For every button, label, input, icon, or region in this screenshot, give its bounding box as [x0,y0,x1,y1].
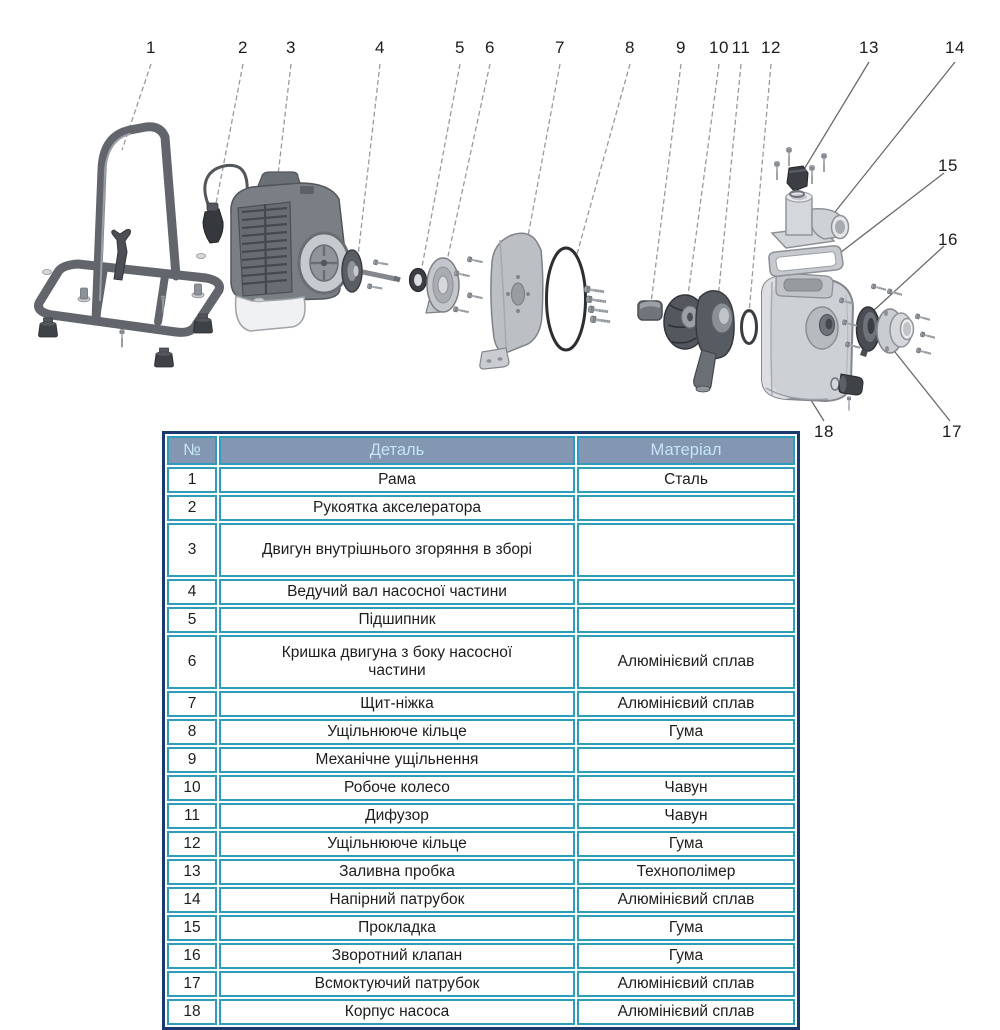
part-drive-shaft [342,250,400,292]
table-row [167,971,795,997]
callout-12: 12 [761,38,781,57]
cell-num: 2 [167,495,217,521]
header-material: Матеріал [577,436,795,465]
cell-part: Ведучий вал насосної частини [219,579,575,605]
cell-num: 14 [167,887,217,913]
part-bearing [410,269,427,292]
part-pump-body [762,273,863,411]
cell-num: 11 [167,803,217,829]
cell-material [577,607,795,633]
cell-part [219,635,575,689]
callout-11: 11 [731,38,751,57]
part-gasket [769,246,843,276]
part-shield-leg [480,233,543,369]
table-row [167,747,795,773]
cell-num: 5 [167,607,217,633]
cell-num: 3 [167,523,217,577]
part-check-valve [857,307,880,357]
part-diffuser [694,291,734,392]
cell-part: Всмоктуючий патрубок [219,971,575,997]
table-row [167,831,795,857]
table-row [167,579,795,605]
callout-16: 16 [938,230,958,249]
cell-material: Алюмінієвий сплав [577,691,795,717]
callout-1: 1 [146,38,156,57]
cell-part: Дифузор [219,803,575,829]
table-row [167,859,795,885]
cell-num: 13 [167,859,217,885]
part-motor-cover [426,256,483,314]
table-row [167,887,795,913]
cell-num: 6 [167,635,217,689]
table-row [167,467,795,493]
cell-num: 8 [167,719,217,745]
cell-material: Технополімер [577,859,795,885]
callout-7: 7 [555,38,565,57]
part-engine [231,172,349,331]
cell-material [577,747,795,773]
header-part: Деталь [219,436,575,465]
cell-material: Алюмінієвий сплав [577,635,795,689]
cell-material: Сталь [577,467,795,493]
table-row [167,635,795,689]
cell-part: Заливна пробка [219,859,575,885]
cell-num: 10 [167,775,217,801]
part-discharge-port [772,192,849,248]
cell-material: Гума [577,943,795,969]
callout-8: 8 [625,38,635,57]
callout-13: 13 [859,38,879,57]
cell-part: Робоче колесо [219,775,575,801]
callout-5: 5 [455,38,465,57]
cell-part: Напірний патрубок [219,887,575,913]
cell-material: Алюмінієвий сплав [577,971,795,997]
exploded-diagram [0,0,1000,430]
cell-material: Гума [577,719,795,745]
part-o-ring-small [742,311,757,344]
cell-part: Щит-ніжка [219,691,575,717]
cell-part: Рукоятка акселератора [219,495,575,521]
table-row [167,719,795,745]
callout-2: 2 [238,38,248,57]
callout-10: 10 [709,38,729,57]
part-fill-plug [775,147,827,197]
cell-material: Чавун [577,803,795,829]
cell-part-text: Кришка двигуна з боку насосної частини [281,643,513,679]
cell-material: Алюмінієвий сплав [577,887,795,913]
cell-part: Прокладка [219,915,575,941]
callout-17: 17 [942,422,962,441]
table-row [167,691,795,717]
cell-num: 12 [167,831,217,857]
cell-part: Рама [219,467,575,493]
table-row [167,803,795,829]
table-row [167,495,795,521]
callout-6: 6 [485,38,495,57]
cell-material: Алюмінієвий сплав [577,999,795,1025]
part-frame [39,127,220,367]
table-row [167,943,795,969]
table-row [167,915,795,941]
cell-part: Двигун внутрішнього згоряння в зборі [219,523,575,577]
callout-3: 3 [286,38,296,57]
cell-material: Гума [577,831,795,857]
cell-num: 1 [167,467,217,493]
table-row [167,523,795,577]
table-header-row [167,436,795,465]
cell-material [577,523,795,577]
callout-4: 4 [375,38,385,57]
cell-part: Ущільнююче кільце [219,831,575,857]
cell-material [577,579,795,605]
cell-num: 18 [167,999,217,1025]
cell-part: Корпус насоса [219,999,575,1025]
cell-num: 16 [167,943,217,969]
part-o-ring-large [547,248,586,350]
table-row [167,607,795,633]
cell-material: Гума [577,915,795,941]
cell-part: Ущільнююче кільце [219,719,575,745]
cell-part: Механічне ущільнення [219,747,575,773]
cell-material: Чавун [577,775,795,801]
callout-14: 14 [945,38,965,57]
table-row [167,999,795,1025]
callout-9: 9 [676,38,686,57]
cell-part: Зворотний клапан [219,943,575,969]
header-num: № [167,436,217,465]
cell-num: 17 [167,971,217,997]
callout-18: 18 [814,422,834,441]
assembly-bolts [584,286,611,325]
cell-part: Підшипник [219,607,575,633]
table-row [167,775,795,801]
cell-num: 9 [167,747,217,773]
cell-num: 15 [167,915,217,941]
cell-material [577,495,795,521]
cell-num: 7 [167,691,217,717]
parts-table [162,431,800,1030]
cell-num: 4 [167,579,217,605]
callout-15: 15 [938,156,958,175]
